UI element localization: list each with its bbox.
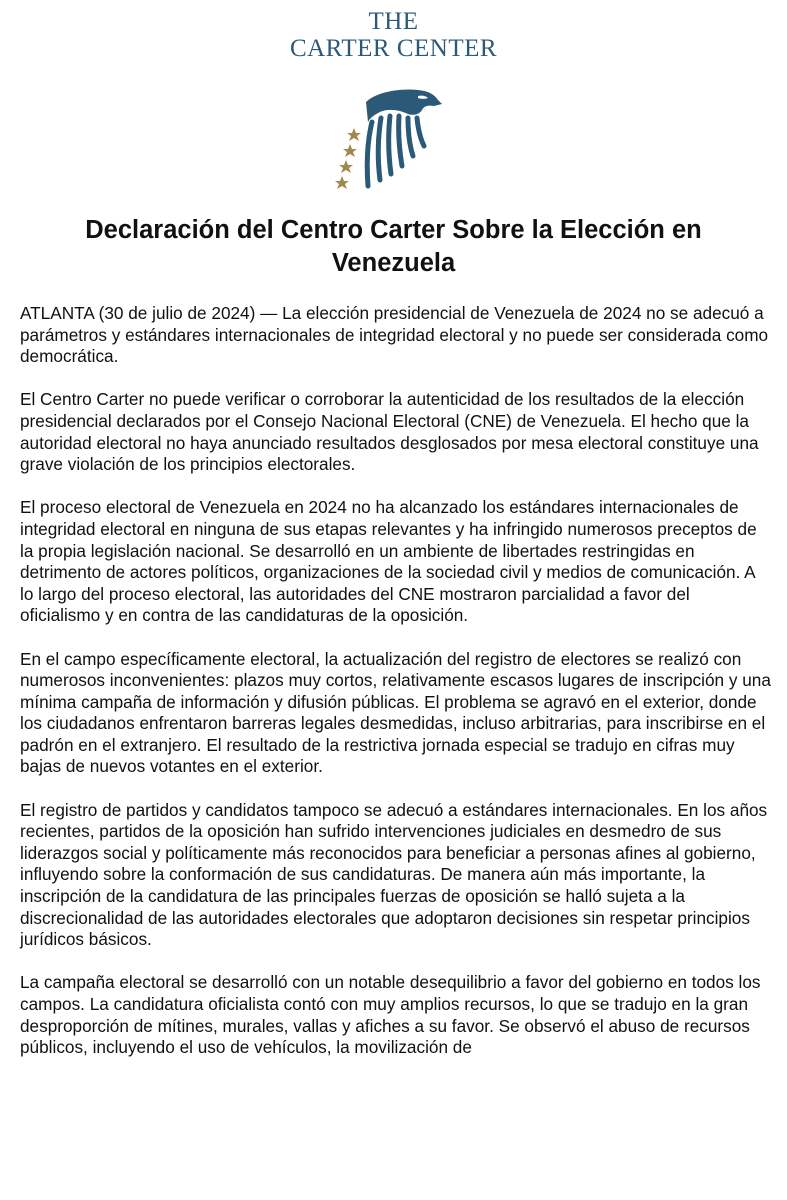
page-title: Declaración del Centro Carter Sobre la Elección en Venezuela <box>85 216 702 277</box>
paragraph: El proceso electoral de Venezuela en 2024 no ha alcanzado los estándares internacionales de integridad electoral en ninguna de sus etapas relevantes y ha infringido numerosos preceptos de la propia legislación nacional. Se desarrolló en un ambiente de libertades restringidas en detrimento de actores políticos, organizaciones de la sociedad civil y medios de comunicación. A lo largo del proceso electoral, las autoridades del CNE mostraron parcialidad a favor del oficialismo y en contra de las candidaturas de la oposición. <box>20 497 757 626</box>
eagle-with-stars-icon <box>328 88 448 198</box>
paragraph: En el campo específicamente electoral, la actualización del registro de electores se realizó con numerosos inconvenientes: plazos muy cortos, relativamente escasos lugares de inscripción y una mínima campaña de información y difusión públicas. El problema se agravó en el exterior, donde los ciudadanos enfrentaron barreras legales desmedidas, incluso arbitrarias, para inscribirse en el padrón en el extranjero. El resultado de la restrictiva jornada especial se tradujo en cifras muy bajas de nuevos votantes en el exterior. <box>20 648 771 777</box>
paragraph: ATLANTA (30 de julio de 2024) — La elección presidencial de Venezuela de 2024 no se adecuó a parámetros y estándares internacionales de integridad electoral y no puede ser considerada como democrática. <box>20 303 769 367</box>
logo-text-the: THE <box>368 8 419 35</box>
logo-text-carter-center: CARTER CENTER <box>289 35 498 62</box>
paragraph: La campaña electoral se desarrolló con un notable desequilibrio a favor del gobierno en todos los campos. La candidatura oficialista contó con muy amplios recursos, lo que se tradujo en la gran desproporción de mítines, murales, vallas y afiches a su favor. Se observó el abuso de recursos públicos, incluyendo el uso de vehículos, la movilización de <box>20 972 761 1058</box>
document-body <box>20 303 772 1080</box>
paragraph: El Centro Carter no puede verificar o corroborar la autenticidad de los resultados de la elección presidencial declarados por el Consejo Nacional Electoral (CNE) de Venezuela. El hecho que la autoridad electoral no haya anunciado resultados desglosados por mesa electoral constituye una grave violación de los principios electorales. <box>20 389 759 475</box>
paragraph: El registro de partidos y candidatos tampoco se adecuó a estándares internacionales. En los años recientes, partidos de la oposición han sufrido intervenciones judiciales en desmedro de sus liderazgos social y políticamente más reconocidos para beneficiar a personas afines al gobierno, influyendo sobre la conformación de sus candidaturas. De manera aún más importante, la inscripción de la candidatura de las principales fuerzas de oposición se halló sujeta a la discrecionalidad de las autoridades electorales que adoptaron decisiones sin respetar principios jurídicos básicos. <box>20 799 768 950</box>
